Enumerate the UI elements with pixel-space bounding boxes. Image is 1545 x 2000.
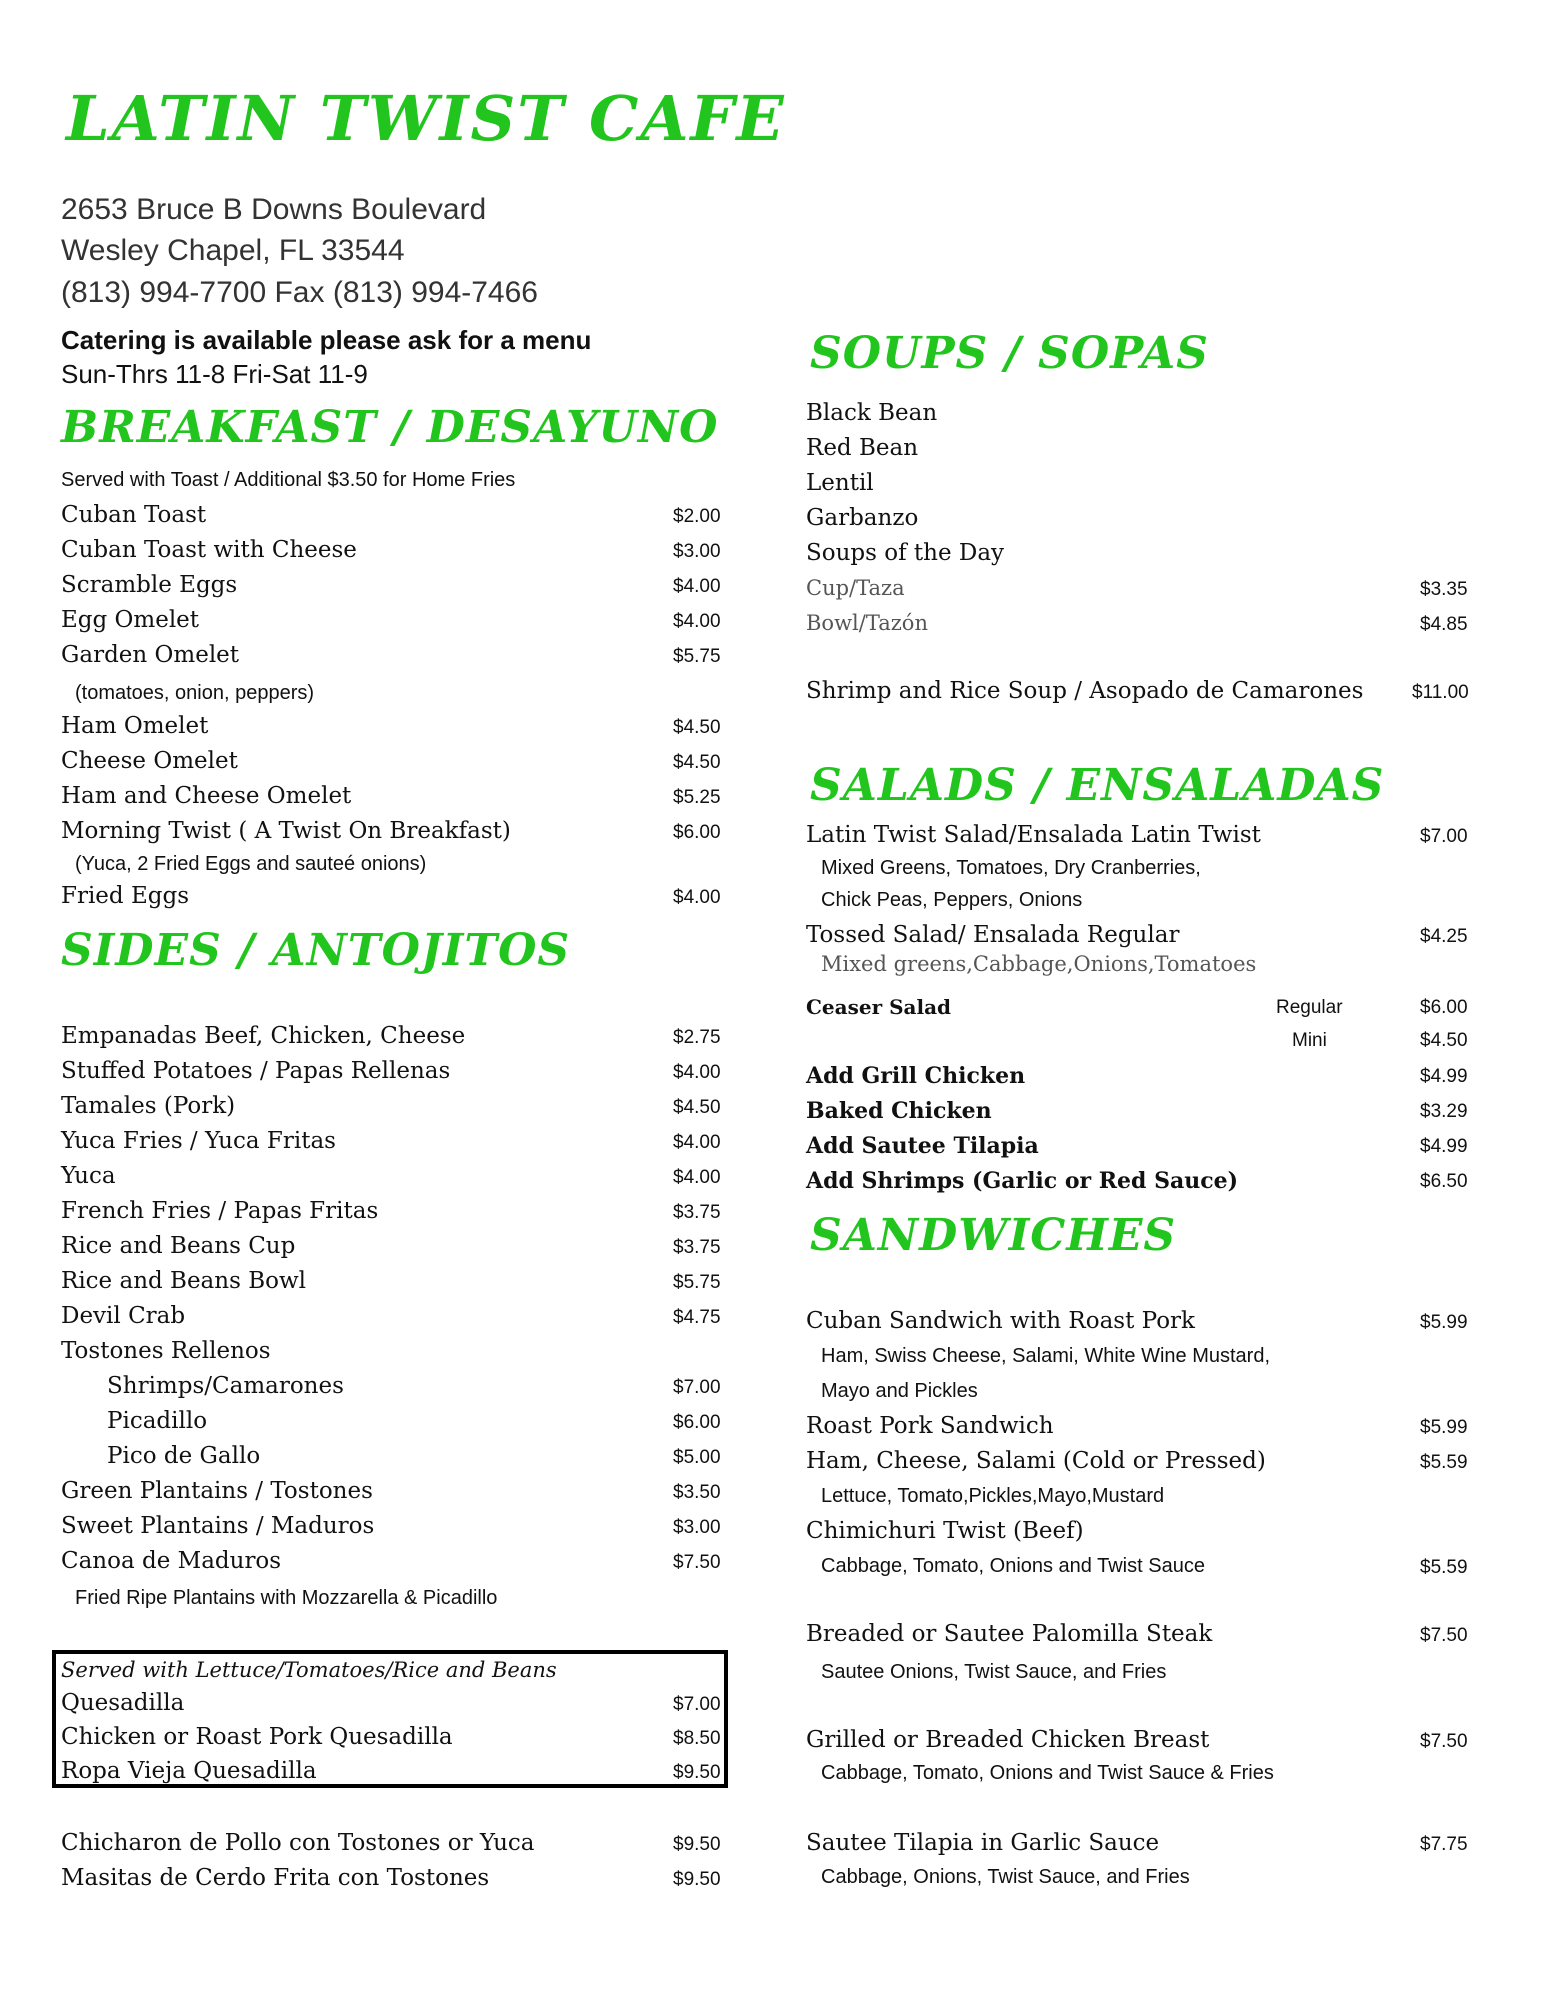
menu-item-name: Cheese Omelet — [61, 748, 238, 774]
menu-item-name: Add Sautee Tilapia — [806, 1133, 1039, 1159]
menu-item-price: $6.00 — [1420, 997, 1468, 1018]
menu-item-name: Add Grill Chicken — [806, 1063, 1026, 1089]
menu-item-name: Latin Twist Salad/Ensalada Latin Twist — [806, 822, 1261, 848]
menu-item-price: $3.35 — [1420, 579, 1468, 600]
menu-item-name: Cup/Taza — [806, 576, 905, 600]
menu-item-name: Ropa Vieja Quesadilla — [61, 1758, 317, 1784]
menu-item-name: Cuban Sandwich with Roast Pork — [806, 1308, 1195, 1334]
menu-item-price: $4.50 — [673, 1097, 721, 1118]
breakfast-note: Served with Toast / Additional $3.50 for Home Fries — [61, 469, 516, 491]
menu-item-price: $4.50 — [1420, 1030, 1468, 1051]
menu-item-price: $4.00 — [673, 1167, 721, 1188]
phone-fax: (813) 994-7700 Fax (813) 994-7466 — [61, 276, 538, 309]
menu-item-name: Bowl/Tazón — [806, 611, 928, 635]
catering-note: Catering is available please ask for a menu — [61, 325, 592, 355]
address-line-1: 2653 Bruce B Downs Boulevard — [61, 193, 487, 226]
menu-item-name: Roast Pork Sandwich — [806, 1413, 1054, 1439]
menu-item-price: $9.50 — [673, 1762, 721, 1783]
menu-item-name: Empanadas Beef, Chicken, Cheese — [61, 1023, 466, 1049]
quesadilla-header: Served with Lettuce/Tomatoes/Rice and Beans — [61, 1658, 557, 1682]
menu-item-name: Grilled or Breaded Chicken Breast — [806, 1727, 1210, 1753]
menu-item-name: Red Bean — [806, 435, 919, 461]
menu-item-note: Mayo and Pickles — [821, 1380, 978, 1402]
menu-item-price: $6.00 — [673, 1412, 721, 1433]
menu-item-name: Chicken or Roast Pork Quesadilla — [61, 1724, 453, 1750]
menu-item-price: $4.50 — [673, 717, 721, 738]
menu-item-name: Ham, Cheese, Salami (Cold or Pressed) — [806, 1448, 1266, 1474]
menu-item-price: $7.50 — [1420, 1625, 1468, 1646]
menu-item-name: French Fries / Papas Fritas — [61, 1198, 379, 1224]
menu-item-price: $3.29 — [1420, 1101, 1468, 1122]
menu-item-name: Yuca — [61, 1163, 116, 1189]
menu-item-note: Fried Ripe Plantains with Mozzarella & Picadillo — [75, 1587, 498, 1609]
menu-item-name: Egg Omelet — [61, 607, 200, 633]
menu-item-price: $4.50 — [673, 752, 721, 773]
menu-item-note: Cabbage, Tomato, Onions and Twist Sauce — [821, 1555, 1205, 1577]
menu-item-price: $4.99 — [1420, 1066, 1468, 1087]
menu-item-price: $6.00 — [673, 822, 721, 843]
menu-item-name: Breaded or Sautee Palomilla Steak — [806, 1621, 1213, 1647]
menu-item-name: Sautee Tilapia in Garlic Sauce — [806, 1830, 1160, 1856]
menu-item-price: $4.00 — [673, 1062, 721, 1083]
menu-item-name: Chicharon de Pollo con Tostones or Yuca — [61, 1830, 535, 1856]
menu-item-name: Add Shrimps (Garlic or Red Sauce) — [806, 1168, 1239, 1194]
menu-item-name: Pico de Gallo — [107, 1443, 261, 1469]
menu-item-name: Shrimp and Rice Soup / Asopado de Camarones — [806, 678, 1364, 704]
menu-item-price: $4.00 — [673, 611, 721, 632]
menu-item-note: Cabbage, Onions, Twist Sauce, and Fries — [821, 1866, 1190, 1888]
menu-item-note: Chick Peas, Peppers, Onions — [821, 889, 1083, 911]
menu-item-price: $3.75 — [673, 1237, 721, 1258]
menu-item-price: $2.00 — [673, 506, 721, 527]
menu-item-name: Quesadilla — [61, 1690, 185, 1716]
menu-item-price: $4.00 — [673, 1132, 721, 1153]
menu-item-price: $9.50 — [673, 1869, 721, 1890]
menu-item-price: $11.00 — [1412, 682, 1469, 703]
menu-item-name: Cuban Toast with Cheese — [61, 537, 357, 563]
menu-item-price: $5.00 — [673, 1447, 721, 1468]
menu-item-name: Tamales (Pork) — [61, 1093, 236, 1119]
menu-item-name: Rice and Beans Cup — [61, 1233, 296, 1259]
menu-item-price: $5.99 — [1420, 1312, 1468, 1333]
menu-item-name: Garbanzo — [806, 505, 919, 531]
menu-item-name: Soups of the Day — [806, 540, 1005, 566]
menu-item-name: Rice and Beans Bowl — [61, 1268, 306, 1294]
menu-item-price: $7.00 — [673, 1694, 721, 1715]
menu-item-note: (Yuca, 2 Fried Eggs and sauteé onions) — [75, 853, 427, 875]
menu-item-name: Stuffed Potatoes / Papas Rellenas — [61, 1058, 451, 1084]
breakfast-heading: BREAKFAST / DESAYUNO — [61, 402, 719, 453]
menu-item-name: Cuban Toast — [61, 502, 207, 528]
menu-item-price: $3.00 — [673, 1517, 721, 1538]
sides-heading: SIDES / ANTOJITOS — [61, 925, 571, 976]
menu-item-name: Yuca Fries / Yuca Fritas — [61, 1128, 336, 1154]
menu-item-price: $7.50 — [673, 1552, 721, 1573]
menu-item-price: $4.85 — [1420, 614, 1468, 635]
menu-item-note: Ham, Swiss Cheese, Salami, White Wine Mustard, — [821, 1345, 1271, 1367]
menu-item-name: Fried Eggs — [61, 883, 189, 909]
menu-item-price: $5.75 — [673, 1272, 721, 1293]
menu-item-price: $9.50 — [673, 1834, 721, 1855]
menu-item-price: $6.50 — [1420, 1171, 1468, 1192]
menu-item-name: Black Bean — [806, 400, 938, 426]
menu-item-note: (tomatoes, onion, peppers) — [75, 682, 315, 704]
menu-item-price: $8.50 — [673, 1728, 721, 1749]
menu-item-name: Tossed Salad/ Ensalada Regular — [806, 922, 1180, 948]
menu-item-price: $4.99 — [1420, 1136, 1468, 1157]
menu-item-price: $2.75 — [673, 1027, 721, 1048]
soups-heading: SOUPS / SOPAS — [810, 328, 1209, 379]
menu-item-name: Canoa de Maduros — [61, 1548, 282, 1574]
menu-item-price: $7.00 — [1420, 826, 1468, 847]
menu-item-note: Lettuce, Tomato,Pickles,Mayo,Mustard — [821, 1485, 1165, 1507]
menu-item-note: Mixed Greens, Tomatoes, Dry Cranberries, — [821, 857, 1201, 879]
size-label: Regular — [1276, 997, 1343, 1018]
menu-item-price: $5.75 — [673, 646, 721, 667]
menu-item-name: Shrimps/Camarones — [107, 1373, 344, 1399]
menu-item-price: $7.50 — [1420, 1731, 1468, 1752]
restaurant-title: LATIN TWIST CAFE — [66, 82, 786, 155]
menu-item-price: $5.25 — [673, 787, 721, 808]
size-label: Mini — [1292, 1030, 1327, 1051]
menu-item-price: $5.59 — [1420, 1452, 1468, 1473]
menu-item-price: $4.25 — [1420, 926, 1468, 947]
menu-item-name: Baked Chicken — [806, 1098, 992, 1124]
menu-item-name: Masitas de Cerdo Frita con Tostones — [61, 1865, 490, 1891]
menu-item-name: Ceaser Salad — [806, 995, 952, 1019]
menu-item-price: $4.00 — [673, 887, 721, 908]
menu-item-note: Cabbage, Tomato, Onions and Twist Sauce & Fries — [821, 1762, 1274, 1784]
menu-item-name: Ham and Cheese Omelet — [61, 783, 352, 809]
menu-item-name: Scramble Eggs — [61, 572, 238, 598]
sandwiches-heading: SANDWICHES — [810, 1210, 1177, 1261]
hours: Sun-Thrs 11-8 Fri-Sat 11-9 — [61, 359, 368, 389]
menu-item-name: Lentil — [806, 470, 874, 496]
menu-item-name: Tostones Rellenos — [61, 1338, 271, 1364]
menu-item-note: Mixed greens,Cabbage,Onions,Tomatoes — [821, 952, 1257, 976]
menu-item-name: Ham Omelet — [61, 713, 209, 739]
menu-item-price: $3.00 — [673, 541, 721, 562]
menu-item-name: Morning Twist ( A Twist On Breakfast) — [61, 818, 511, 844]
menu-item-name: Chimichuri Twist (Beef) — [806, 1518, 1084, 1544]
menu-item-name: Devil Crab — [61, 1303, 186, 1329]
menu-item-price: $7.00 — [673, 1377, 721, 1398]
menu-item-price: $3.50 — [673, 1482, 721, 1503]
salads-heading: SALADS / ENSALADAS — [810, 760, 1385, 811]
menu-item-name: Garden Omelet — [61, 642, 240, 668]
menu-item-name: Sweet Plantains / Maduros — [61, 1513, 375, 1539]
menu-item-price: $4.00 — [673, 576, 721, 597]
menu-item-price: $4.75 — [673, 1307, 721, 1328]
menu-item-note: Sautee Onions, Twist Sauce, and Fries — [821, 1661, 1167, 1683]
address-line-2: Wesley Chapel, FL 33544 — [61, 234, 405, 267]
menu-item-price: $7.75 — [1420, 1834, 1468, 1855]
menu-item-price: $5.99 — [1420, 1417, 1468, 1438]
menu-item-name: Picadillo — [107, 1408, 208, 1434]
menu-item-price: $3.75 — [673, 1202, 721, 1223]
menu-item-price: $5.59 — [1420, 1557, 1468, 1578]
menu-item-name: Green Plantains / Tostones — [61, 1478, 373, 1504]
